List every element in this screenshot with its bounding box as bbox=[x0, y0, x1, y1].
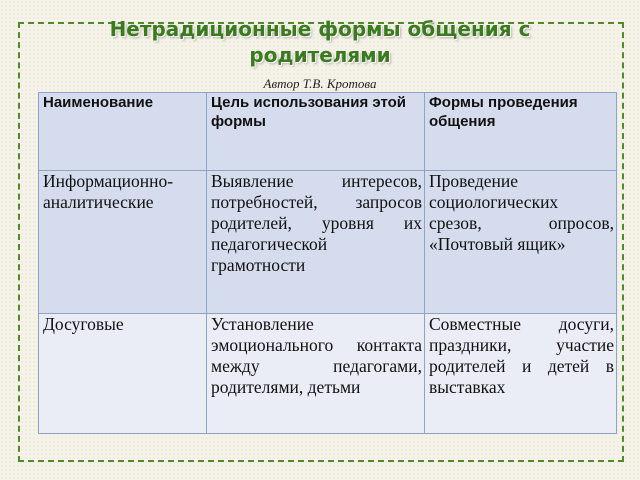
slide-title: Нетрадиционные формы общения с родителями bbox=[109, 17, 531, 67]
cell-name: Досуговые bbox=[39, 314, 207, 434]
cell-purpose: Установление эмоционального контакта между педагогами, родителями, детьми bbox=[207, 314, 425, 434]
header-name: Наименование bbox=[39, 93, 207, 171]
cell-name: Информационно-аналитические bbox=[39, 171, 207, 314]
header-purpose: Цель использования этой формы bbox=[207, 93, 425, 171]
table-row bbox=[39, 314, 617, 434]
cell-forms: Проведение социологических срезов, опросов, «Почтовый ящик» bbox=[425, 171, 617, 314]
table-header-row bbox=[39, 93, 617, 171]
forms-table bbox=[38, 92, 617, 434]
table-row bbox=[39, 171, 617, 314]
slide-author: Автор Т.В. Кротова bbox=[263, 76, 377, 91]
cell-forms: Совместные досуги, праздники, участие родителей и детей в выставках bbox=[425, 314, 617, 434]
header-forms: Формы проведения общения bbox=[425, 93, 617, 171]
cell-purpose: Выявление интересов, потребностей, запросов родителей, уровня их педагогической грамотности bbox=[207, 171, 425, 314]
